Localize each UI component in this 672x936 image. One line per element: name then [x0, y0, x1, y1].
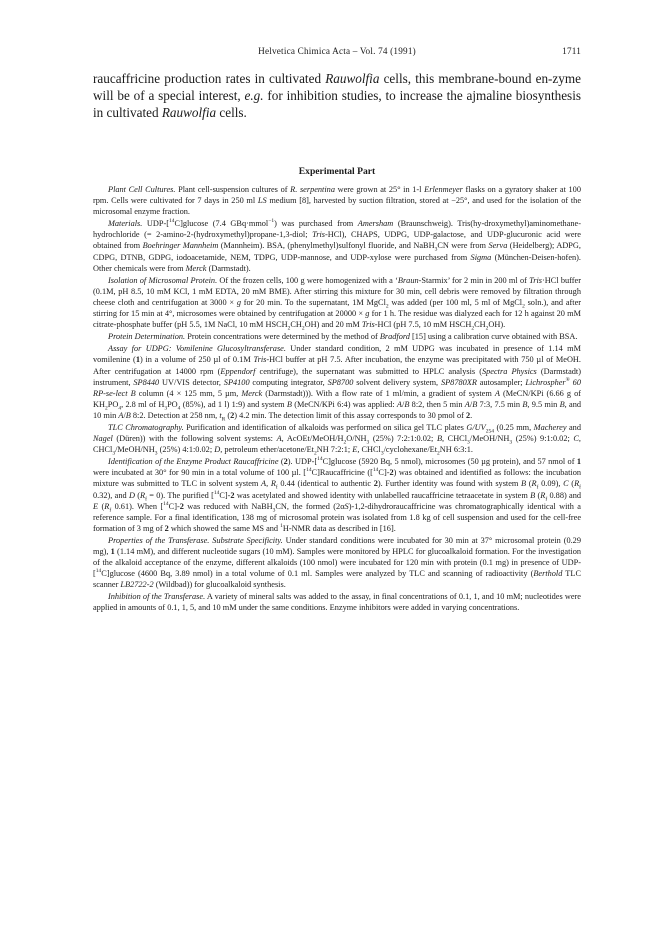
paragraph-properties-transferase: Properties of the Transferase. Substrate Specificity. Under standard conditions were incubated for 30 min at 37° microsomal protein (0.29 mg), 1 (1.14 mM), and different nucleotide sugars (10 mM). Samples were monitored by HPLC for glucoalkaloid formation. For the investigation of the alkaloid acceptance of the enzyme, different alkaloids (100 nmol) were incubated for 120 min with protein (0.1 mg) in presence of UDP-[$^{14}$C]glucose (4600 Bq, 3.89 nmol) in a total volume of 0.1 ml. Samples were analyzed by TLC and scanning of radioactivity (Berthold TLC scanner LB2722-2 (Wildbad)) for glucoalkaloid synthesis.	[93, 535, 581, 590]
paragraph-heading: Materials.	[108, 219, 143, 229]
section-title: Experimental Part	[298, 166, 376, 177]
paragraph-assay: Assay for UDPG: Vomilenine Glucosyltransferase. Under standard condition, 2 mM UDPG was incubated in presence of 1.14 mM vomilenine (1) in a volume of 250 µl of 0.1M Tris-HCl buffer at pH 7.5. After incubation, the enzyme was precipitated with 750 µl of MeOH. After centrifugation at 14000 rpm (Eppendorf centrifuge), the supernatant was submitted to HPLC analysis (Spectra Physics (Darmstadt) instrument, SP8440 UV/VIS detector, SP4100 computing integrator, SP8700 solvent delivery system, SP8780XR autosampler; Lichrospher® 60 RP-se-lect B column (4 × 125 mm, 5 µm, Merck (Darmstadt))). With a flow rate of 1 ml/min, a gradient of system A (MeCN/KPi (6.66 g of $KH_2PO_4$, 2.8 ml of $H_3PO_4$ (85%), ad 1 l) 1:9) and system B (MeCN/KPi 6:4) was applied: A/B 8:2, then 5 min A/B 7:3, 7.5 min B, 9.5 min B, and 10 min A/B 8:2. Detection at 258 nm, $t_R$ (2) 4.2 min. The detection limit of this assay corresponds to 30 pmol of 2.	[93, 344, 582, 423]
paragraph-tlc-chromatography: TLC Chromatography. Purification and identification of alkaloids was performed on silica gel TLC plates $G/UV_{254}$ (0.25 mm, Macherey and Nagel (Düren)) with the following solvent systems: A, AcOEt/$MeOH/H_2O/NH_3$ (25%) 7:2:1:0.02; B, $CHCl_3/MeOH/NH_3$ (25%) 9:1:0.02; C, $CHCl_3/MeOH/NH_3$ (25%) 4:1:0.02; D, petroleum ether/$acetone/Et_2NH$ 7:2:1; E, $CHCl_3/cyclohexane/Et_2NH$ 6:3:1.	[93, 422, 581, 457]
paragraph-heading: Identification of the Enzyme Product Raucaffricine	[108, 457, 279, 467]
paragraph-inhibition-transferase: Inhibition of the Transferase. A variety of mineral salts was added to the assay, in final concentrations of 0.1, 1, and 10 mM; nucleotides were applied in amounts of 0.1, 1, 5, and 10 mM under the same conditions. Enzyme inhibitors were added in varying concentrations.	[93, 592, 581, 613]
paragraph-heading: Isolation of Microsomal Protein.	[108, 275, 218, 285]
paragraph-heading: TLC Chromatography.	[108, 422, 184, 432]
paragraph-protein-determination: Protein Determination. Protein concentrations were determined by the method of Bradford [15] using a calibration curve obtained with BSA.	[108, 332, 578, 342]
paragraph-heading: Properties of the Transferase. Substrate Specificity.	[108, 535, 283, 545]
lead-paragraph: raucaffricine production rates in cultivated Rauwolfia cells, this membrane-bound en-zyme will be of a special interest, e.g. for inhibition studies, to increase the ajmaline biosynthesis in cultivated Rauwolfia cells.	[93, 71, 581, 120]
journal-title: Helvetica Chimica Acta – Vol. 74 (1991)	[258, 46, 416, 56]
paragraph-heading: Inhibition of the Transferase.	[108, 592, 206, 602]
paragraph-isolation-microsomal-protein: Isolation of Microsomal Protein. Of the frozen cells, 100 g were homogenized with a ‘Braun-Starmix’ for 2 min in 200 ml of Tris·HCl buffer (0.1M, pH 8.5, 10 mM KCl, 1 mM EDTA, 20 mM BME). After stirring this mixture for 30 min, cell debris were removed by filtration through cheese cloth and centrifugation at 3000 × g for 20 min. To the supernatant, 1M MgCl$_2$ was added (per 100 ml, 5 ml of MgCl$_2$ soln.), and after stirring for 15 min at 4°, microsomes were obtained by centrifugation at 20000 × g for 1 h. The residue was dialyzed each for 12 h against 20 mM citrate-phosphate buffer (pH 5.5, 1M NaCl, 10 mM $HSCH_2CH_2OH$) and 20 mM Tris-HCl (pH 7.5, 10 mM $HSCH_2CH_2OH$).	[93, 275, 582, 332]
paragraph-materials: Materials. UDP-[$^{14}$C]glucose (7.4 GBq·mmol$^{-1}$) was purchased from Amersham (Braunschweig). Tris(hy-droxymethyl)aminomethane-hydrochloride (= 2-amino-2-(hydroxymethyl)propane-1,3-diol; Tris-HCl), CHAPS, UDPG, UDP-galactose, and UDP-glucuronic acid were obtained from Boehringer Mannheim (Mannheim). BSA, (phenylmethyl)sulfonyl fluoride, and NaBH$_3$CN were from Serva (Heidelberg); ADPG, CDPG, DTNB, GDPG, iodoacetamide, NEM, TDPG, UDP-mannose, and UDP-xylose were purchased from Sigma (München-Deisen-hofen). Other chemicals were from Merck (Darmstadt).	[93, 218, 581, 273]
experimental-body	[93, 184, 581, 615]
page-number: 1711	[562, 46, 581, 56]
paragraph-heading: Plant Cell Cultures.	[108, 185, 176, 194]
paragraph-heading: Assay for UDPG: Vomilenine Glucosyltransferase.	[108, 344, 286, 354]
paragraph-heading: Protein Determination.	[108, 332, 186, 342]
paragraph-plant-cell-cultures: Plant Cell Cultures. Plant cell-suspension cultures of R. serpentina were grown at 25° in 1-l Erlenmeyer flasks on a gyratory shaker at 100 rpm. Cells were cultivated for 7 days in 250 ml LS medium [8], harvested by suction filtration, stored at −25°, and used for the isolation of the microsomal enzyme fraction.	[93, 185, 581, 217]
paragraph-identification: Identification of the Enzyme Product Raucaffricine (2). UDP-[$^{14}$C]glucose (5920 Bq, 5 nmol), microsomes (50 µg protein), and 57 nmol of 1 were incubated at 30° for 90 min in a total volume of 100 µl. [$^{14}$C]Raucaffricine ([$^{14}$C]-2) was obtained and identified as follows: the incubation mixture was submitted to TLC in solvent system A, $R_f$ 0.44 (identical to authentic 2). Further identity was found with system B ($R_f$ 0.09), C ($R_f$ 0.32), and D $(R_f = 0)$. The purified [$^{14}$C]-2 was acetylated and showed identity with unlabelled raucaffricine tetraacetate in system B ($R_f$ 0.88) and E ($R_f$ 0.61). When [$^{14}$C]-2 was reduced with NaBH$_3$CN, the formed (2αS)-1,2-dihydroraucaffricine was chromatographically identical with a reference sample. For a final identification, 138 mg of microsomal protein was isolated from 1.8 kg of cell suspension and used for the cell-free formation of 3 mg of 2 which showed the same MS and $^1$H-NMR data as described in [16].	[93, 456, 582, 533]
